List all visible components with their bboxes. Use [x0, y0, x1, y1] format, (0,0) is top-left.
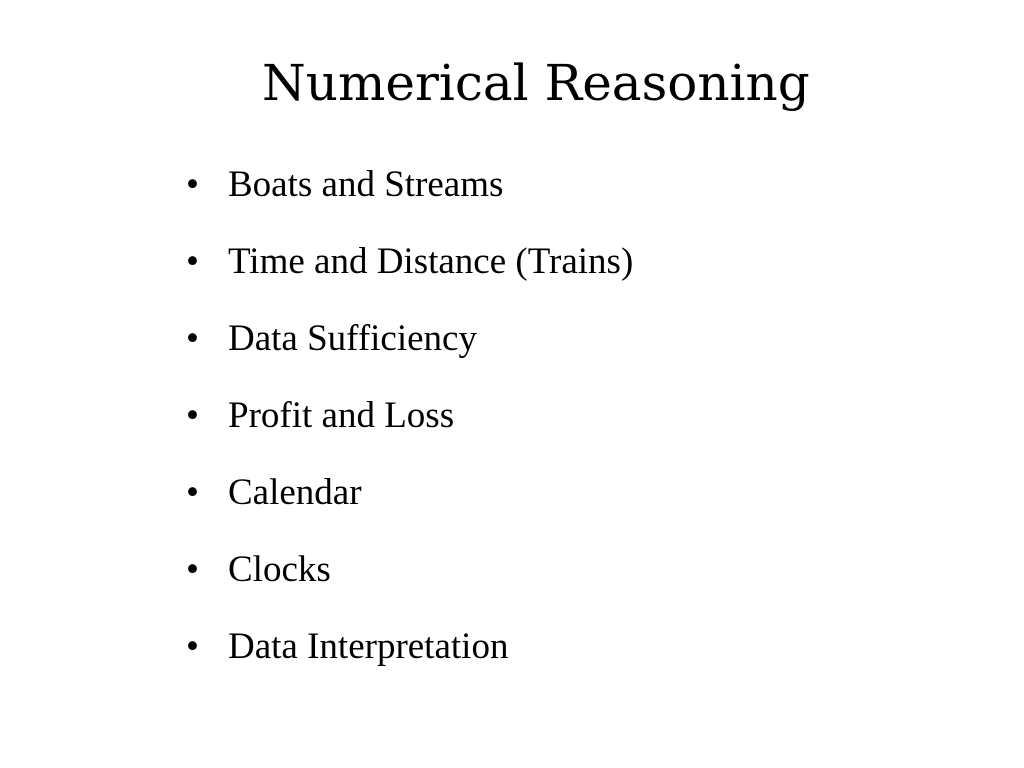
bullet-icon: •: [186, 549, 199, 590]
bullet-icon: •: [186, 318, 199, 359]
list-item-text: Data Interpretation: [228, 626, 509, 667]
list-item-text: Boats and Streams: [228, 164, 504, 205]
list-item: [186, 470, 633, 547]
list-item: [186, 624, 633, 701]
list-item-text: Profit and Loss: [228, 395, 455, 436]
list-item-text: Data Sufficiency: [228, 318, 477, 359]
list-item-text: Clocks: [228, 549, 331, 590]
list-item: [186, 239, 633, 316]
bullet-icon: •: [186, 472, 199, 513]
list-item: [186, 316, 633, 393]
list-item: [186, 547, 633, 624]
bullet-icon: •: [186, 626, 199, 667]
list-item-text: Time and Distance (Trains): [228, 241, 634, 282]
list-item: [186, 162, 633, 239]
bullet-icon: •: [186, 395, 199, 436]
bullet-icon: •: [186, 164, 199, 205]
list-item: [186, 393, 633, 470]
bullet-list: [186, 162, 633, 701]
slide-title: Numerical Reasoning: [262, 54, 810, 112]
bullet-icon: •: [186, 241, 199, 282]
list-item-text: Calendar: [228, 472, 362, 513]
